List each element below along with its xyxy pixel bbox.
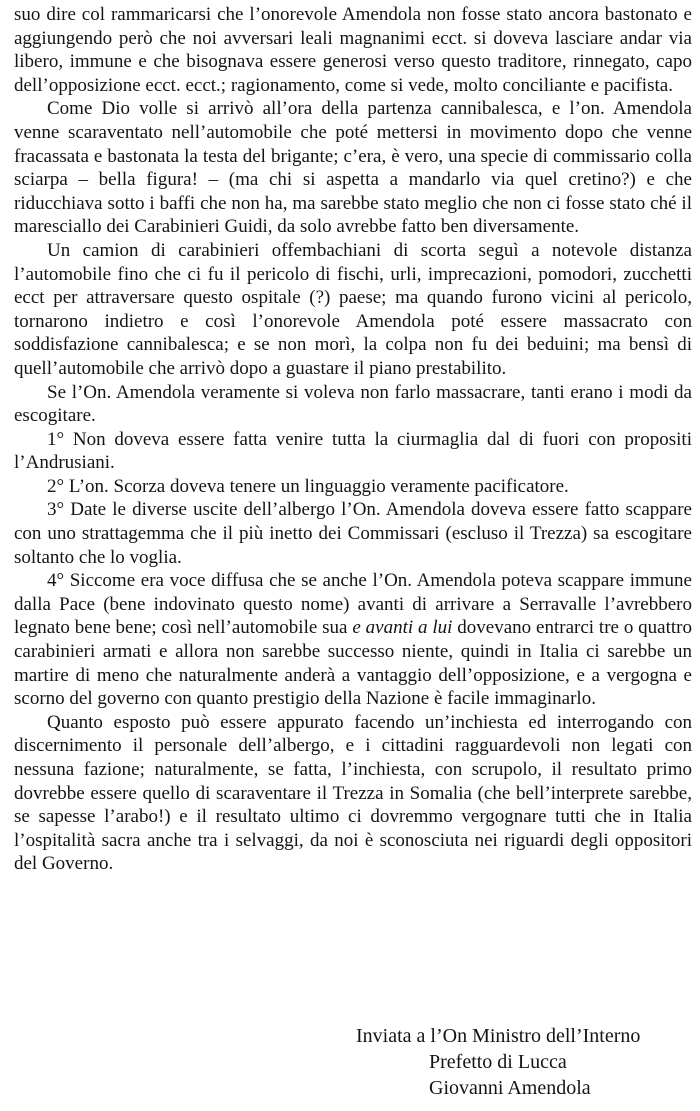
list-item-1: 1° Non doveva essere fatta venire tutta la ciurmaglia dal di fuori con propositi l’Andrusiani. bbox=[14, 428, 692, 474]
list-item-2: 2° L’on. Scorza doveva tenere un linguaggio veramente pacificatore. bbox=[47, 475, 569, 497]
letter-body bbox=[14, 3, 692, 876]
paragraph-escort: Un camion di carabinieri offembachiani di scorta seguì a notevole distanza l’automobile fino che ci fu il pericolo di fischi, urli, imprecazioni, pomodori, zucchetti ecct per attraversare questo ospitale (?) paese; ma quando furono vicini al pericolo, tornarono indietro e così l’onorevole Amendola poté essere massacrato con soddisfazione cannibalesca; e se non morì, la colpa non fu dei beduini; ma bensì di quell’automobile che arrivò dopo a guastare il piano prestabilito. bbox=[14, 239, 692, 379]
list-item-4 bbox=[14, 569, 692, 711]
signature-recipient: Inviata a l’On Ministro dell’Interno bbox=[356, 1025, 641, 1047]
signature-prefect: Prefetto di Lucca bbox=[429, 1051, 567, 1073]
paragraph-inquiry: Quanto esposto può essere appurato facendo un’inchiesta ed interrogando con discernimento il personale dell’albergo, e i cittadini ragguardevoli non legati con nessuna fazione; naturalmente, se fatta, l’inchiesta, con scrupolo, il resultato primo dovrebbe essere quello di scaraventare il Trezza in Somalia (che bell’interprete sarebbe, se sapesse l’arabo!) e il resultato ultimo ci dovremmo vergognare tutti che in Italia l’ospitalità sacra anche tra i selvaggi, da noi è sconosciuta nei riguardi degli oppositori del Governo. bbox=[14, 711, 692, 875]
signature-block bbox=[356, 1023, 640, 1101]
list-item-4-text-after: dovevano entrarci tre o quattro carabinieri armati e allora non sarebbe successo niente, quindi in Italia ci sarebbe un martire di meno che naturalmente anderà a vantaggio dell’opposizione, e a vergogna e scorno del governo con quanto prestigio della Nazione è facile immaginarlo. bbox=[14, 617, 692, 710]
list-item-4-emphasis: e avanti a lui bbox=[352, 617, 453, 639]
signature-name: Giovanni Amendola bbox=[429, 1077, 591, 1099]
paragraph-ways: Se l’On. Amendola veramente si voleva non farlo massacrare, tanti erano i modi da escogitare. bbox=[14, 381, 692, 427]
paragraph-departure: Come Dio volle si arrivò all’ora della partenza cannibalesca, e l’on. Amendola venne scaraventato nell’automobile che poté mettersi in movimento dopo che venne fracassata e bastonata la testa del brigante; c’era, è vero, una specie di commissario colla sciarpa – bella figura! – (ma chi si aspetta a mandarlo via quel cretino?) e che riducchiava sotto i baffi che non ha, ma sarebbe stato meglio che non ci fosse stato ché il maresciallo dei Carabinieri Guidi, da solo avrebbe fatto ben diversamente. bbox=[14, 98, 692, 238]
list-item-3: 3° Date le diverse uscite dell’albergo l’On. Amendola doveva essere fatto scappare con uno strattagemma che il più inetto dei Commissari (escluso il Trezza) sa escogitare soltanto che lo voglia. bbox=[14, 499, 692, 568]
list-item-4-text-before: 4° Siccome era voce diffusa che se anche l’On. Amendola poteva scappare immune dalla Pace (bene indovinato questo nome) avanti di arrivare a Serravalle l’avrebbero legnato bene bene; così nell’automobile sua bbox=[14, 570, 692, 639]
paragraph-continued: suo dire col rammaricarsi che l’onorevole Amendola non fosse stato ancora bastonato e aggiungendo però che noi avversari leali magnanimi ecct. si doveva lasciare andar via libero, immune e che bisognava essere generosi verso questo traditore, rinnegato, capo dell’opposizione ecct. ecct.; ragionamento, come si vede, molto conciliante e pacifista. bbox=[14, 4, 692, 96]
